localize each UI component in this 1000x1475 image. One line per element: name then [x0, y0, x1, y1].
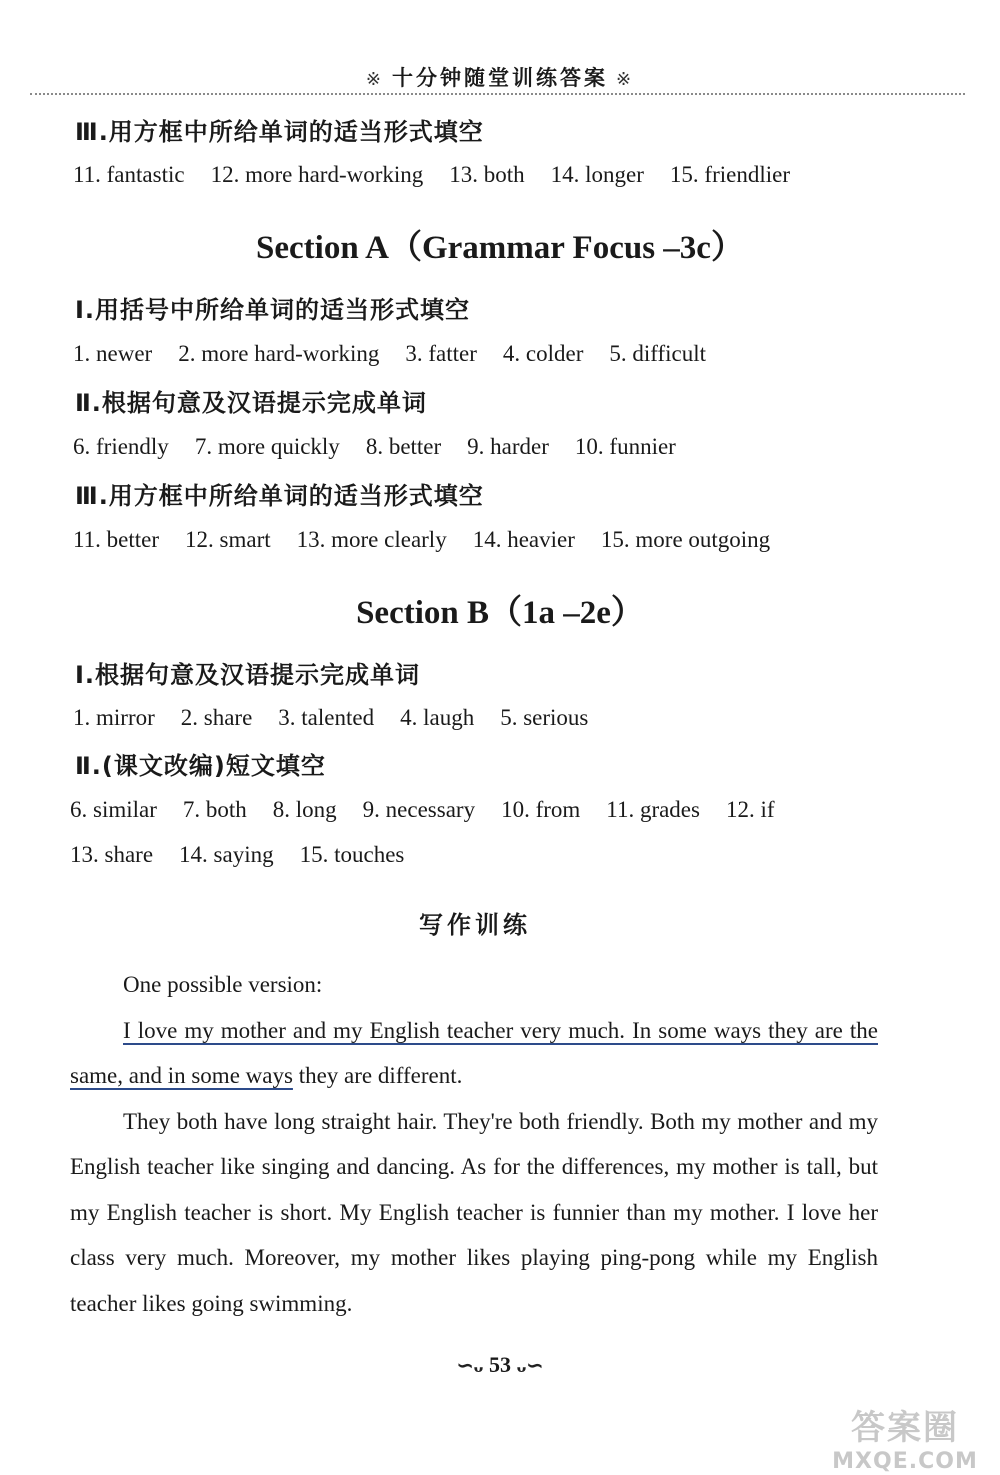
watermark-url: MXQE.COM	[832, 1449, 978, 1474]
answer-item: 1. newer	[73, 341, 153, 366]
essay-intro: One possible version:	[123, 972, 323, 997]
paragraph-text: they are different.	[292, 1063, 463, 1088]
answer-item: 11. better	[73, 527, 160, 552]
part-heading: Ⅱ.(课文改编)短文填空	[75, 752, 326, 780]
answer-item: 6. friendly	[73, 434, 169, 459]
answer-item: 3. fatter	[405, 341, 477, 366]
page-number: 53	[489, 1352, 511, 1377]
part-heading: Ⅰ.用括号中所给单词的适当形式填空	[75, 296, 471, 324]
section-a-title: Section A（Grammar Focus –3c）	[256, 230, 744, 266]
answer-item: 12. smart	[185, 527, 271, 552]
answer-item: 6. similar	[70, 797, 157, 822]
answer-item: 12. if	[725, 797, 775, 822]
answer-item: 15. friendlier	[669, 162, 790, 187]
answer-item: 2. more hard-working	[178, 341, 380, 366]
answer-item: 9. harder	[467, 434, 549, 459]
answer-item: 14. longer	[550, 162, 644, 187]
part-heading: Ⅱ.根据句意及汉语提示完成单词	[75, 389, 427, 417]
part-heading: Ⅲ.用方框中所给单词的适当形式填空	[75, 482, 484, 510]
answer-item: 11. grades	[606, 797, 700, 822]
answer-item: 10. funnier	[574, 434, 676, 459]
header-title: 十分钟随堂训练答案	[392, 66, 608, 90]
answer-item: 14. saying	[179, 842, 274, 867]
answer-line	[73, 705, 614, 731]
answer-item: 5. difficult	[609, 341, 707, 366]
answer-line	[73, 341, 732, 367]
answer-item: 9. necessary	[362, 797, 476, 822]
watermark	[820, 1400, 990, 1474]
answer-item: 14. heavier	[472, 527, 575, 552]
header-divider	[30, 93, 965, 95]
page-footer	[0, 1352, 1000, 1378]
swirl-left-icon: ∽ᴗ	[456, 1355, 484, 1377]
answer-item: 13. more clearly	[296, 527, 447, 552]
essay-paragraph	[70, 1008, 878, 1099]
ornament-right-icon: ※	[616, 69, 635, 90]
answer-item: 3. talented	[278, 705, 375, 730]
answer-item: 10. from	[501, 797, 581, 822]
answer-item: 13. both	[449, 162, 525, 187]
answer-item: 2. share	[180, 705, 253, 730]
part-heading: Ⅰ.根据句意及汉语提示完成单词	[75, 661, 421, 689]
underlined-text: I love my mother and my English teacher very much. In some ways they are the same, and in some ways	[70, 1017, 878, 1088]
answer-line	[70, 797, 801, 823]
page-header	[0, 62, 1000, 92]
section-b-title: Section B（1a –2e）	[356, 595, 644, 631]
answer-item: 4. colder	[502, 341, 584, 366]
answer-item: 4. laugh	[400, 705, 475, 730]
answer-item: 15. touches	[299, 842, 405, 867]
answer-item: 15. more outgoing	[600, 527, 771, 552]
answer-item: 7. both	[182, 797, 247, 822]
watermark-logo-text: 答案圈	[851, 1408, 959, 1448]
answer-item: 13. share	[70, 842, 154, 867]
writing-title: 写作训练	[419, 911, 531, 939]
answer-item: 8. long	[272, 797, 337, 822]
ornament-left-icon: ※	[365, 69, 384, 90]
answer-item: 5. serious	[500, 705, 589, 730]
answer-line	[73, 434, 702, 460]
answer-line	[73, 162, 816, 188]
swirl-right-icon: ᴗ∽	[516, 1355, 544, 1377]
answer-item: 8. better	[365, 434, 442, 459]
answer-item: 12. more hard-working	[210, 162, 424, 187]
answer-item: 7. more quickly	[194, 434, 340, 459]
answer-line	[73, 527, 796, 553]
essay-body	[70, 962, 878, 1326]
answer-item: 1. mirror	[73, 705, 155, 730]
essay-paragraph: They both have long straight hair. They're both friendly. Both my mother and my English teacher like singing and dancing. As for the differences, my mother is tall, but my English teacher is short. My English teacher is funnier than my mother. I love her class very much. Moreover, my mother likes playing ping-pong while my English teacher likes going swimming.	[70, 1108, 878, 1316]
answer-item: 11. fantastic	[73, 162, 185, 187]
answer-line	[70, 842, 430, 868]
part-heading: Ⅲ.用方框中所给单词的适当形式填空	[75, 118, 484, 146]
